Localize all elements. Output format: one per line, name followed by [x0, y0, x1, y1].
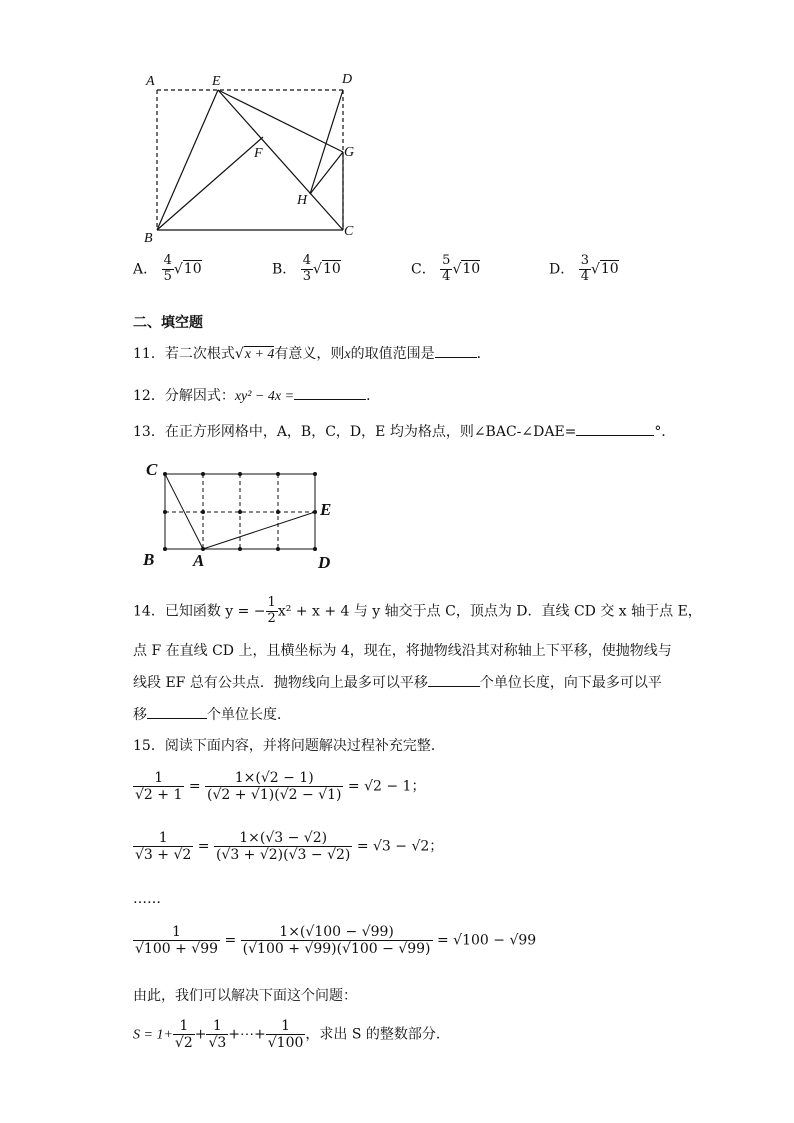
- sum-term-2: $\frac{1}{√3}$: [208, 1018, 227, 1052]
- point-label-c: C: [344, 224, 354, 239]
- q14-text: x² + x + 4 与 y 轴交于点 C，顶点为 D．直线 CD 交 x 轴于点 E，: [277, 603, 702, 620]
- sum-dots: +⋯+: [228, 1026, 266, 1043]
- question-14-line-2: 点 F 在直线 CD 上，且横坐标为 4，现在，将抛物线沿其对称轴上下平移，使抛物线与: [133, 643, 672, 659]
- q12-end: ．: [366, 388, 381, 404]
- grid-label-d: D: [318, 553, 331, 572]
- segment-ae: [203, 512, 315, 549]
- q14-text: 移: [133, 707, 147, 723]
- eq2-middle: $\frac{1\times(√3 - √2)}{(√3 + √2)(√3 - √2)}$: [215, 830, 351, 864]
- sum-s: S = 1+: [133, 1027, 173, 1043]
- q14-text: 个单位长度，向下最多可以平: [479, 675, 662, 691]
- q14-text: 14．已知函数 y = −: [133, 603, 266, 620]
- q11-prefix: 11．若二次根式: [133, 346, 235, 362]
- grid-label-c: C: [146, 460, 158, 479]
- sum-term-n: $\frac{1}{√100}$: [267, 1018, 304, 1052]
- point-label-h: H: [297, 193, 308, 208]
- q11-middle: 有意义，则: [274, 346, 345, 362]
- equation-2: $\frac{1}{√3 + √2}$ = $\frac{1\times(√3 - √2)}{(√3 + √2)(√3 - √2)}$ = √3 − √2；: [135, 830, 444, 864]
- q11-suffix: 的取值范围是: [350, 346, 435, 362]
- equation-1: $\frac{1}{√2 + 1}$ = $\frac{1\times(√2 - 1)}{(√2 + √1)(√2 - √1)}$ = √2 − 1；: [135, 770, 426, 804]
- equation-3: $\frac{1}{√100 + √99}$ = $\frac{1\times(√100 - √99)}{(√100 + √99)(√100 - √99)}$ = √100 − √99: [135, 924, 537, 958]
- grid-figure: [140, 462, 340, 562]
- point-label-d: D: [342, 72, 353, 87]
- option-letter: A．: [133, 261, 158, 278]
- q14-text: 线段 EF 总有公共点．抛物线向上最多可以平移: [133, 675, 428, 691]
- ellipsis: ……: [133, 891, 161, 907]
- point-label-f: F: [254, 146, 263, 161]
- grid-label-b: B: [143, 550, 155, 569]
- q11-var: x: [344, 347, 351, 362]
- q12-expression: xy² − 4x =: [234, 389, 295, 404]
- q11-radicand: x + 4: [244, 347, 275, 362]
- eq3-rhs: = √100 − √99: [436, 932, 537, 949]
- q11-end: ．: [476, 346, 491, 362]
- grid-label-a: A: [193, 551, 205, 570]
- sum-tail: ，求出 S 的整数部分．: [305, 1026, 450, 1043]
- option-radicand: 10: [183, 261, 202, 278]
- option-fraction: $\frac{4}{3}$: [302, 253, 312, 284]
- question-13: [133, 421, 675, 441]
- segment-hd: [310, 90, 343, 194]
- option-radicand: 10: [600, 261, 619, 278]
- segment-hg: [310, 152, 343, 194]
- q13-end: °．: [654, 424, 676, 440]
- option-d[interactable]: D． $\frac{3}{4}$ √10: [549, 253, 619, 284]
- option-b[interactable]: B． $\frac{4}{3}$ √10: [272, 253, 341, 284]
- point-label-b: B: [144, 231, 153, 246]
- question-11: 11．若二次根式√x + 4有意义，则x的取值范围是 ．: [133, 343, 491, 363]
- geometry-figure-rectangle: [130, 70, 370, 250]
- option-fraction: $\frac{3}{4}$: [580, 253, 589, 284]
- option-letter: C．: [411, 261, 436, 278]
- segment-ca: [165, 474, 203, 549]
- question-15-intro: 15．阅读下面内容，并将问题解决过程补充完整．: [133, 738, 445, 754]
- option-radicand: 10: [322, 261, 341, 278]
- q14-text: 个单位长度．: [207, 707, 291, 723]
- answer-blank[interactable]: [294, 385, 366, 400]
- answer-blank[interactable]: [435, 343, 477, 358]
- eq2-rhs: = √3 − √2；: [356, 838, 444, 855]
- point-label-e: E: [212, 74, 221, 89]
- eq1-lhs: $\frac{1}{√2 + 1}$: [135, 770, 183, 804]
- q14-half-fraction: $\frac{1}{2}$: [267, 595, 276, 626]
- question-14-line-3: [133, 672, 662, 692]
- eq3-middle: $\frac{1\times(√100 - √99)}{(√100 + √99)(√100 - √99)}$: [242, 924, 431, 958]
- option-radicand: 10: [462, 261, 481, 278]
- segment-bf: [157, 137, 263, 230]
- q13-text: 13．在正方形网格中，A，B，C，D，E 均为格点，则∠BAC-∠DAE=: [133, 424, 577, 440]
- option-letter: B．: [272, 261, 297, 278]
- point-label-a: A: [146, 74, 155, 89]
- sum-term-1: $\frac{1}{√2}$: [174, 1018, 193, 1052]
- question-14-line-1: [133, 596, 702, 627]
- answer-blank[interactable]: [428, 672, 480, 687]
- option-a[interactable]: A． $\frac{4}{5}$ √10: [133, 253, 202, 284]
- option-fraction: $\frac{5}{4}$: [442, 253, 451, 284]
- segment-be: [157, 90, 218, 230]
- point-label-g: G: [344, 145, 355, 160]
- eq1-middle: $\frac{1\times(√2 - 1)}{(√2 + √1)(√2 - √1)}$: [207, 770, 342, 804]
- grid-label-e: E: [320, 500, 332, 519]
- segment-eg: [218, 90, 343, 152]
- eq2-lhs: $\frac{1}{√3 + √2}$: [135, 830, 192, 864]
- eq1-rhs: = √2 − 1；: [347, 778, 426, 795]
- option-c[interactable]: C． $\frac{5}{4}$ √10: [411, 253, 481, 284]
- answer-blank[interactable]: [147, 704, 207, 719]
- option-letter: D．: [549, 261, 575, 278]
- section-title: 二、填空题: [133, 315, 203, 331]
- answer-blank[interactable]: [576, 421, 654, 436]
- option-fraction: $\frac{4}{5}$: [163, 253, 172, 284]
- question-14-line-4: [133, 704, 291, 724]
- thus-text: 由此，我们可以解决下面这个问题：: [133, 988, 357, 1004]
- sum-expression: S = 1+ $\frac{1}{√2}$ + $\frac{1}{√3}$ +⋯+ $\frac{1}{√100}$ ，求出 S 的整数部分．: [133, 1018, 450, 1052]
- q12-prefix: 12．分解因式：: [133, 388, 235, 404]
- question-12: [133, 385, 380, 405]
- eq3-lhs: $\frac{1}{√100 + √99}$: [135, 924, 219, 958]
